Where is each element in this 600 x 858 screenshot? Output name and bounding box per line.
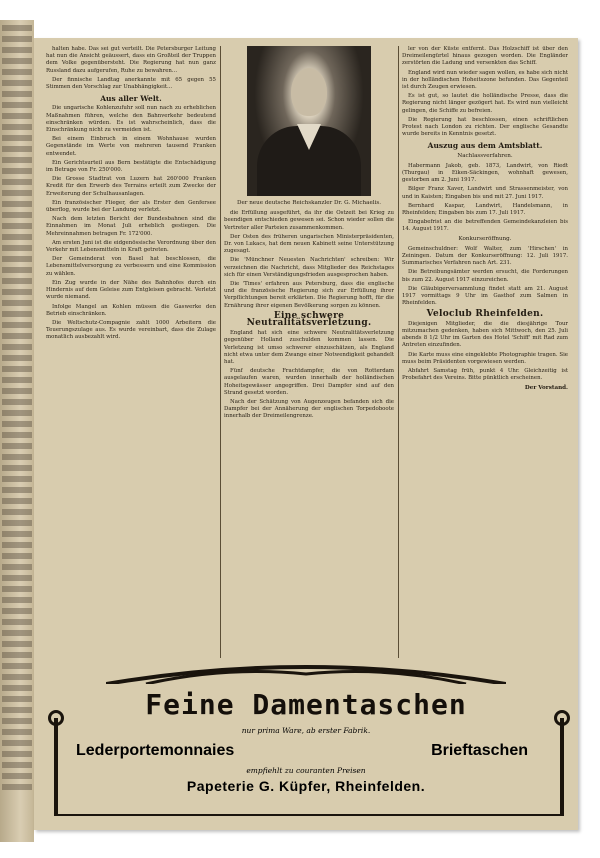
news-item: Ein Gerichtsurteil aus Bern bestätigte die Entschädigung im Betrage von Fr. 250'000. [46, 159, 216, 174]
ornament-arch [106, 660, 506, 684]
advertisement [46, 658, 566, 824]
ad-title: Feine Damentaschen [145, 688, 467, 721]
notice-item: Gemeinschuldner: Wolf Walter, zum 'Hirschen' in Zeiningen. Datum der Konkurseröffnung: 12. Juli 1917. Summarisches Verfahren nach Art. 231. [402, 245, 568, 267]
photo-caption: Der neue deutsche Reichskanzler Dr. G. Michaelis. [236, 200, 382, 206]
article-paragraph: England wird nun wieder sagen wollen, es habe sich nicht in der holländischen Hoheitszone befunden. Das Gegenteil ist durch Zeugen erwiesen. [402, 69, 568, 91]
column-middle [224, 46, 394, 656]
notice-item: Die Betreibungsämter werden ersucht, die Forderungen bis zum 22. August 1917 einzureichen. [402, 269, 568, 283]
column-right [402, 46, 568, 656]
notice-item: Die Gläubigerversammlung findet statt am 21. August 1917 vormittags 9 Uhr im Gasthof zum Salmen in Rheinfelden. [402, 285, 568, 307]
club-notice: Abfahrt Samstag früh, punkt 4 Uhr. Gleichzeitig ist Probefahrt des Vereins. Bitte pünktlich erscheinen. [402, 367, 568, 382]
notice-item: Bernhard Kaspar, Landwirt, Handelsmann, in Rheinfelden; Eingaben bis zum 17. Juli 1917. [402, 202, 568, 217]
subheading-nachlass: Nachlassverfahren. [457, 152, 513, 159]
section-heading-neutralitaet: Eine schwere Neutralitätsverletzung. [246, 310, 372, 329]
article-paragraph: ler von der Küste entfernt. Das Holzschiff ist über den Dreimeilengürtel hinaus gezogen worden. Die Engländer zerstörten die Ladung und versenkten das Schiff. [402, 46, 568, 67]
article-paragraph: die Erfüllung ausgeführt, da ihr die Ostzeit bei Krieg zu beendigen entschieden gewesen sei. Schon wieder sollen die Vertreter aller Parteien zusammenkommen. [224, 210, 394, 231]
article-paragraph: Nach der Schätzung von Augenzeugen befanden sich die Dampfer bei der Annäherung der englischen Torpedoboote innerhalb der Dreimeilengrenze. [224, 399, 394, 420]
notice-item: Bilger Franz Xaver, Landwirt und Strassenmeister, von und in Kaisten; Eingaben bis und mit 27. Juni 1917. [402, 186, 568, 200]
subheading-konkurs: Konkurseröffnung. [458, 235, 512, 242]
newspaper-page [34, 38, 578, 830]
column-left [46, 46, 216, 656]
article-paragraph: Es ist gut, so lautet die holländische Presse, dass die Regierung nicht länger gezögert hat. Es wird nun vielleicht gelingen, die Schiffe zu befreien. [402, 93, 568, 114]
news-item: Ein Zug wurde in der Nähe des Bahnhofes durch ein Hindernis auf dem Geleise zum Entgleisen gebracht. Verletzt wurde niemand. [46, 279, 216, 301]
club-notice: Die Karte muss eine eingeklebte Photographie tragen. Sie muss beim Präsidenten vorgewiesen werden. [402, 351, 568, 365]
ad-middle-line: empfiehlt zu couranten Preisen [246, 766, 366, 775]
ad-subtitle: nur prima Ware, ab erster Fabrik. [241, 726, 371, 735]
column-rule [220, 46, 221, 658]
article-paragraph: Der finnische Landtag anerkannte mit 65 gegen 55 Stimmen den Vorschlag zur Unabhängigkeit... [46, 76, 216, 91]
article-paragraph: halten habe. Das sei gut verteilt. Die Petersburger Leitung hat nun die Ansicht geäussert, dass ein Großteil der Truppen dem Volke gegenübersteht. Die Regierung hat nun ganz Russland dazu aufgerufen, Ruhe zu bewahren... [46, 46, 216, 74]
article-paragraph: Die Regierung hat beschlossen, einen schriftlichen Protest nach London zu richten. Der englische Gesandte wurde bereits in Kenntnis gesetzt. [402, 116, 568, 138]
article-paragraph: Fünf deutsche Frachtdampfer, die von Rotterdam ausgelaufen waren, wurden innerhalb der holländischen Hoheitsgewässer angegriffen. Drei Dampfer sind auf den Strand gesetzt worden. [224, 368, 394, 396]
news-item: Ein französischer Flieger, der als Erster den Genfersee überflog, wurde bei der Landung verletzt. [46, 199, 216, 214]
notice-item: Eingabefrist an die betreffenden Gemeindekanzleien bis 14. August 1917. [402, 219, 568, 233]
club-notice: Diejenigen Mitglieder, die die diesjährige Tour mitzumachen gedenken, haben sich Mittwoch, den 25. Juli abends 8 1/2 Uhr im Garten des Hotel 'Schiff' mit Rad zum Antreten einzufinden. [402, 320, 568, 349]
section-heading-veloclub: Veloclub Rheinfelden. [426, 308, 544, 319]
news-item: Nach dem letzten Bericht der Bundesbahnen sind die Einnahmen im Monat Juli erheblich gestiegen. Die Mehreinnahmen betragen Fr. 172'000. [46, 216, 216, 237]
article-paragraph: Die 'Times' erfahren aus Petersburg, dass die englische und die französische Regierung sich zur Erfüllung ihrer Verpflichtungen bereit erklärten. Die Regierung hofft, für die Ernährung ihrer eigenen Bevölkerung sorgen zu können. [224, 281, 394, 309]
article-paragraph: Die 'Münchner Neuesten Nachrichten' schreiben: Wir verzeichnen die Nachricht, dass Mitglieder des Reichstages sich für einen Verständigungsfrieden ausgesprochen haben. [224, 257, 394, 278]
news-item: Infolge Mangel an Kohlen müssen die Gaswerke den Betrieb einschränken. [46, 303, 216, 317]
notice-item: Habermann Jakob, geb. 1873, Landwirt, von Riedt (Thurgau) in Eiken-Säckingen, wohnhaft gewesen, gestorben am 2. Juni 1917. [402, 162, 568, 184]
news-item: Bei einem Einbruch in einem Wohnhause wurden Gegenstände im Werte von mehreren tausend Franken entwendet. [46, 136, 216, 157]
news-item: Der Gemeinderat von Basel hat beschlossen, die Lebensmittelversorgung zu verbessern und eine Kommission zu wählen. [46, 256, 216, 277]
news-item: Am ersten Juni ist die eidgenössische Verordnung über den Verkehr mit Lebensmitteln in Kraft getreten. [46, 239, 216, 254]
news-item: Die Grosse Stadtrat von Luzern hat 260'000 Franken Kredit für den Erwerb des Terrains erteilt zum Zwecke der Erweiterung der Schulhausanlagen. [46, 176, 216, 197]
book-spine-edge [0, 20, 34, 842]
article-paragraph: England hat sich eine schwere Neutralitätsverletzung gegenüber Holland zuschulden kommen lassen. Die Verletzung ist umso schwerer einzuschätzen, als England nicht etwa unter dem Zwange einer Notwendigkeit gehandelt hat. [224, 330, 394, 366]
news-item: Die ungarische Kohlenzufuhr soll nun nach zu erheblichen Maßnahmen führen, welche den Bahnverkehr bedeutend einschränken würden. Es ist wahrscheinlich, dass die Einschränkung nicht zu vermeiden ist. [46, 105, 216, 134]
ad-product-right: Brieftaschen [431, 742, 528, 759]
section-heading-amtsblatt: Auszug aus dem Amtsblatt. [427, 141, 543, 151]
portrait-photo [247, 46, 371, 196]
ad-shop-name: Papeterie G. Küpfer, Rheinfelden. [186, 778, 426, 794]
section-heading-aus-aller-welt: Aus aller Welt. [100, 94, 162, 104]
column-rule [398, 46, 399, 658]
spine-text-lines [2, 20, 32, 842]
article-paragraph: Der Osten des früheren ungarischen Ministerpräsidenten, Dr. von Lukacs, hat dem neuen Kabinett seine Unterstützung zugesagt. [224, 233, 394, 255]
ad-product-left: Lederportemonnaies [76, 742, 235, 759]
signature: Der Vorstand. [524, 385, 568, 392]
news-item: Die Weltschutz-Compagnie zahlt 1000 Arbeitern die Teuerungszulage aus. Es wurde vereinbart, dass die Zulage monatlich ausbezahlt wird. [46, 319, 216, 341]
